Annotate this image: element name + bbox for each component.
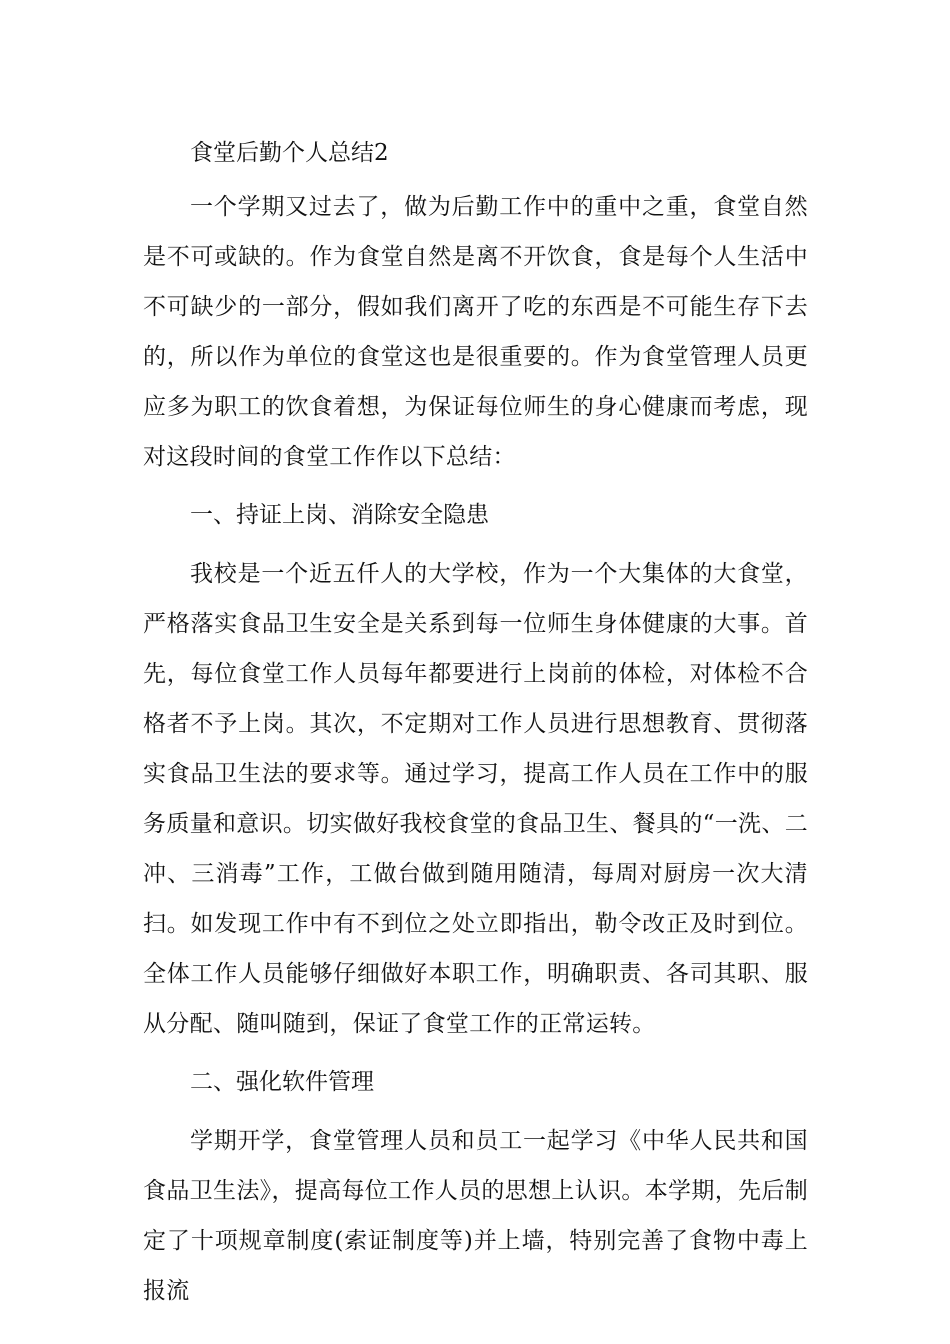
section-1-paragraph: 我校是一个近五仟人的大学校，作为一个大集体的大食堂，严格落实食品卫生安全是关系到每一位师生身体健康的大事。首先，每位食堂工作人员每年都要进行上岗前的体检，对体检不合格者不予上岗。其次，不定期对工作人员进行思想教育、贯彻落实食品卫生法的要求等。通过学习，提高工作人员在工作中的服务质量和意识。切实做好我校食堂的食品卫生、餐具的“一洗、二冲、三消毒”工作，工做台做到随用随清，每周对厨房一次大清扫。如发现工作中有不到位之处立即指出，勒令改正及时到位。全体工作人员能够仔细做好本职工作，明确职责、各司其职、服从分配、随叫随到，保证了食堂工作的正常运转。 (143, 561, 808, 1037)
intro-paragraph: 一个学期又过去了，做为后勤工作中的重中之重，食堂自然是不可或缺的。作为食堂自然是离不开饮食，食是每个人生活中不可缺少的一部分，假如我们离开了吃的东西是不可能生存下去的，所以作为单位的食堂这也是很重要的。作为食堂管理人员更应多为职工的饮食着想，为保证每位师生的身心健康而考虑，现对这段时间的食堂工作作以下总结： (143, 194, 808, 470)
section-heading-2: 二、强化软件管理 (190, 1069, 374, 1095)
section-heading-1: 一、持证上岗、消除安全隐患 (190, 502, 489, 528)
document-title: 食堂后勤个人总结2 (190, 140, 389, 166)
section-2-paragraph: 学期开学，食堂管理人员和员工一起学习《中华人民共和国食品卫生法》，提高每位工作人员的思想上认识。本学期，先后制定了十项规章制度(索证制度等)并上墙，特别完善了食物中毒上报流 (143, 1128, 808, 1304)
document-body (143, 128, 808, 1316)
